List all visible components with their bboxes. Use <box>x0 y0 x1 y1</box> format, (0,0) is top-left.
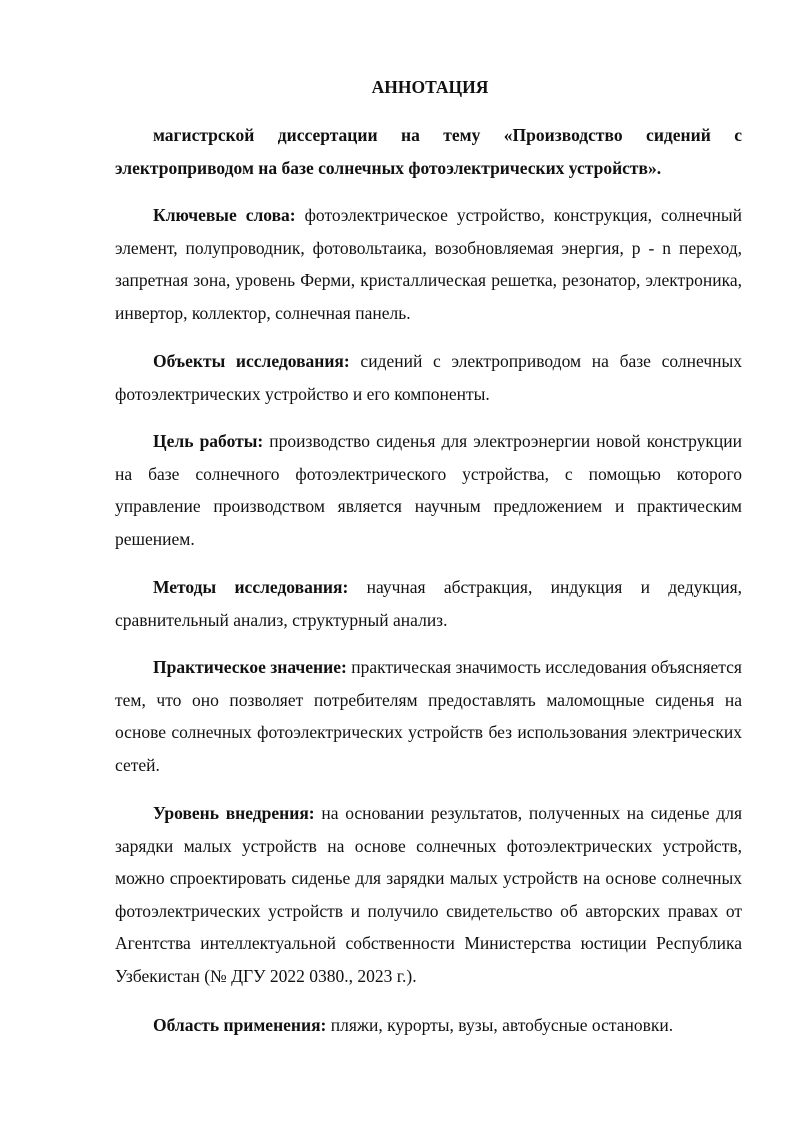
section-label: Цель работы: <box>153 431 264 451</box>
section-label: Методы исследования: <box>153 577 349 597</box>
section-implementation-level <box>115 797 742 993</box>
section-research-objects <box>115 345 742 410</box>
section-text: фотоэлектрическое устройство, конструкция, солнечный элемент, полупроводник, фотовольтаика, возобновляемая энергия, p - n переход, запретная зона, уровень Ферми, кристаллическая решетка, резонатор, электроника, инвертор, коллектор, солнечная панель. <box>115 205 742 323</box>
section-practical-value <box>115 651 742 781</box>
section-text: сидений с электроприводом на базе солнечных фотоэлектрических устройство и его компоненты. <box>115 351 742 404</box>
section-label: Ключевые слова: <box>153 205 296 225</box>
section-text: на основании результатов, полученных на сиденье для зарядки малых устройств на основе солнечных фотоэлектрических устройств, можно спроектировать сиденье для зарядки малых устройств на основе солнечных фотоэлектрических устройств и получило свидетельство об авторских правах от Агентства интеллектуальной собственности Министерства юстиции Республика Узбекистан (№ ДГУ 2022 0380., 2023 г.). <box>115 803 742 986</box>
page-title: АННОТАЦИЯ <box>371 77 489 97</box>
section-text: практическая значимость исследования объясняется тем, что оно позволяет потребителям предоставлять маломощные сиденья на основе солнечных фотоэлектрических устройств без использования электрических сетей. <box>115 657 742 775</box>
section-goal <box>115 425 742 555</box>
section-label: Область применения: <box>153 1015 327 1035</box>
section-text: производство сиденья для электроэнергии новой конструкции на базе солнечного фотоэлектрического устройства, с помощью которого управление производством является научным предложением и практическим решением. <box>115 431 742 549</box>
section-label: Объекты исследования: <box>153 351 350 371</box>
section-application-field <box>115 1009 742 1042</box>
section-text: пляжи, курорты, вузы, автобусные остановки. <box>326 1015 674 1035</box>
section-label: Уровень внедрения: <box>153 803 315 823</box>
section-text: научная абстракция, индукция и дедукция, сравнительный анализ, структурный анализ. <box>115 577 742 630</box>
dissertation-subject: магистрской диссертации на тему «Производство сидений с электроприводом на базе солнечных фотоэлектрических устройств». <box>115 125 742 178</box>
section-methods <box>115 571 742 636</box>
section-label: Практическое значение: <box>153 657 347 677</box>
section-keywords <box>115 199 742 329</box>
